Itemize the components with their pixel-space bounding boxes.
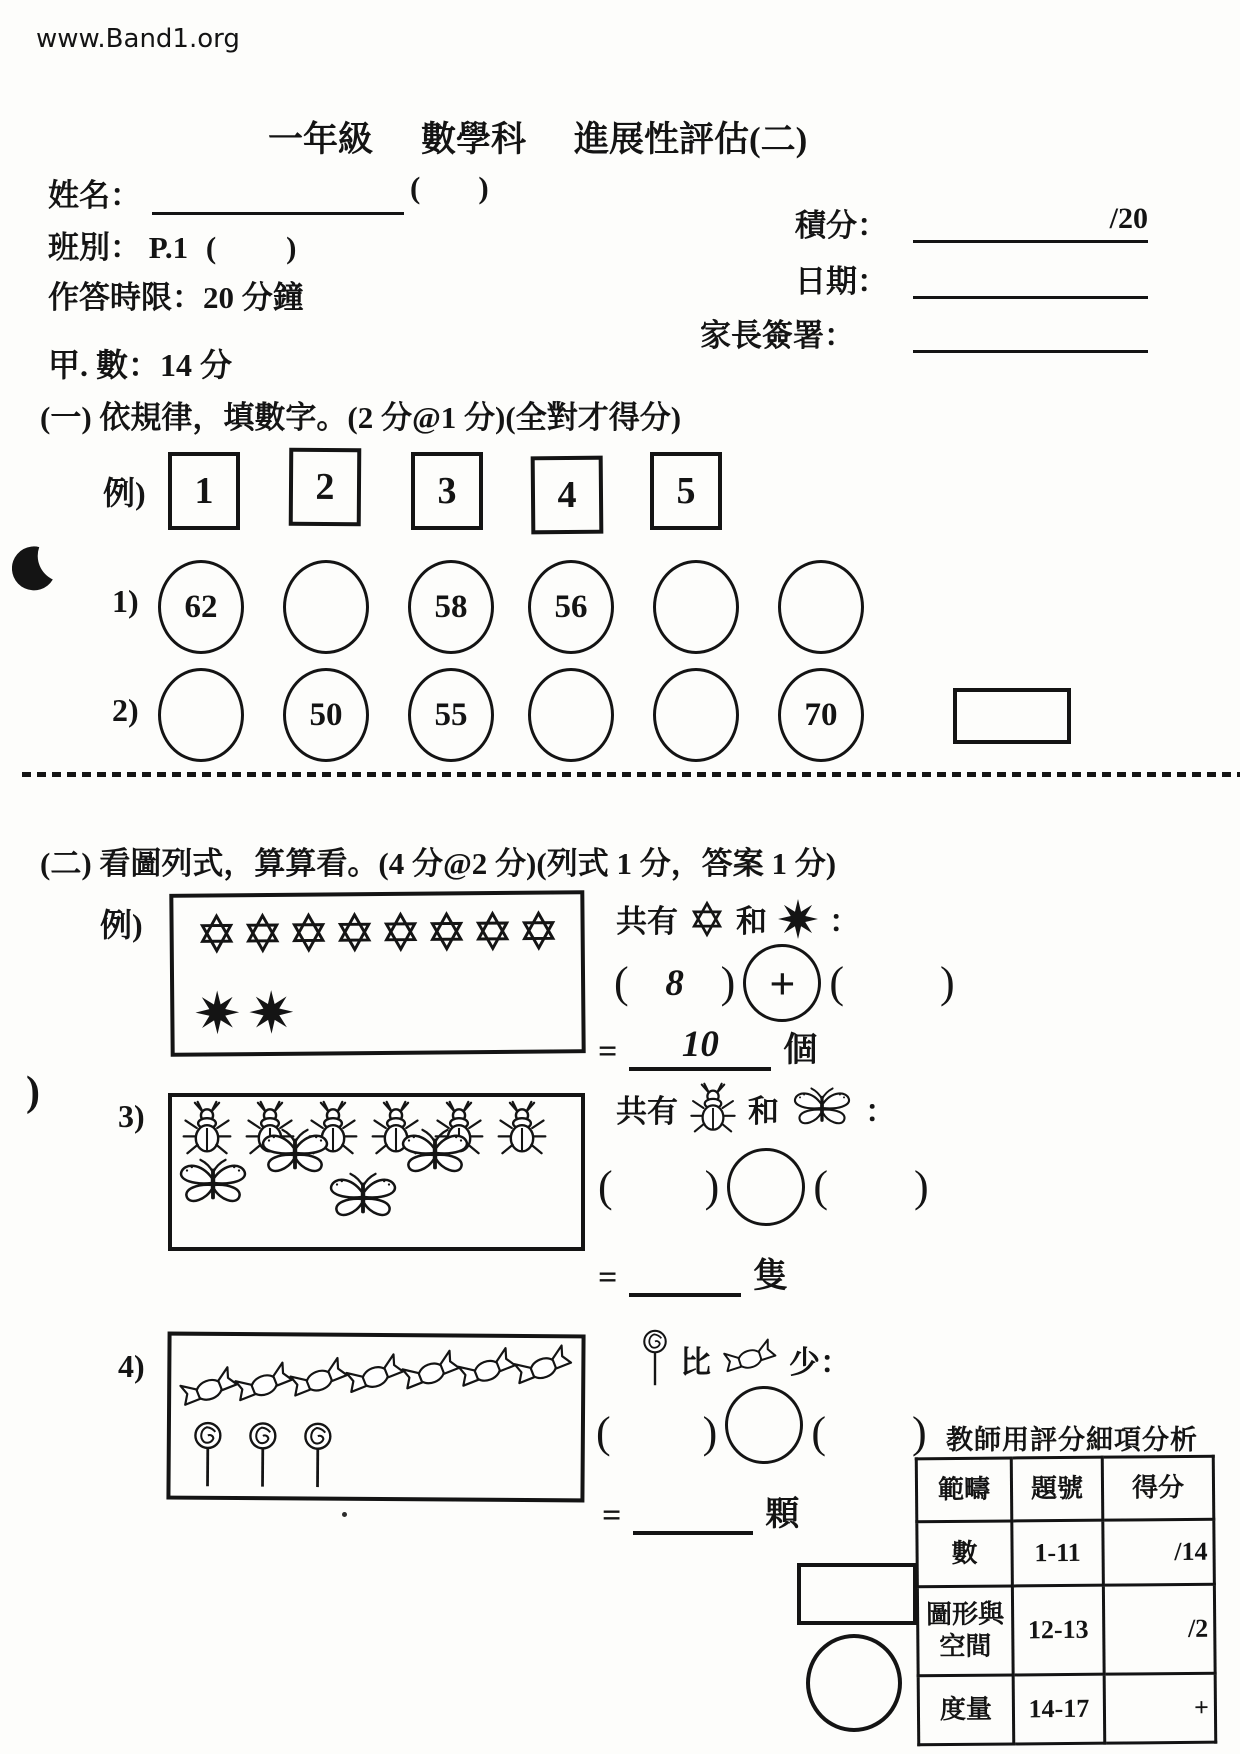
watermark-url: www.Band1.org [36, 24, 240, 54]
unit-label: 個 [783, 1032, 818, 1069]
cell-category: 度量 [918, 1675, 1014, 1745]
hexagram-star-icon [471, 909, 513, 953]
name-label: 姓名： [48, 178, 141, 213]
butterfly-group [172, 1097, 581, 1247]
cell-questions: 1-11 [1012, 1520, 1104, 1586]
example-answer-line [598, 1022, 817, 1071]
parent-signature-label: 家長簽署： [700, 318, 855, 353]
butterfly-icon [789, 1086, 855, 1130]
paren-close: ) [913, 1162, 929, 1211]
date-label: 日期： [795, 264, 888, 299]
part2-example-label: 例) [100, 907, 143, 943]
lollipop-icon [640, 1328, 670, 1390]
paren-open: ( [598, 1162, 613, 1211]
score-total: /20 [1109, 202, 1148, 235]
q3-answer-line [598, 1248, 787, 1297]
equals-sign: = [602, 1497, 622, 1534]
burst-star-icon [194, 989, 240, 1035]
cell-questions: 12-13 [1012, 1585, 1104, 1675]
unit-label: 顆 [765, 1496, 800, 1533]
burst-star-icon [777, 898, 819, 940]
section-a-heading: 甲. 數：14 分 [48, 347, 233, 383]
q4-label: 4) [118, 1348, 145, 1384]
equals-sign: = [598, 1259, 618, 1296]
equals-sign: = [598, 1033, 618, 1070]
cell-questions: 14-17 [1013, 1674, 1105, 1744]
paren-open: ( [410, 170, 421, 205]
sequence-circle [283, 560, 369, 654]
word-than: 比 [680, 1344, 711, 1380]
colon: ： [865, 1093, 896, 1129]
hexagram-star-icon [517, 908, 559, 952]
q4-picture-box [166, 1332, 585, 1503]
sequence-circle: 56 [528, 560, 614, 654]
paren-open: ( [596, 1408, 611, 1457]
paren-open: ( [813, 1162, 828, 1211]
operand1-value: 8 [665, 962, 684, 1004]
table-row [917, 1519, 1215, 1587]
page-title [268, 112, 807, 162]
lollipop-row [190, 1420, 334, 1493]
operator-circle [725, 1386, 803, 1464]
sequence-circle [778, 560, 864, 654]
name-class-number-parens [410, 170, 489, 206]
hexagram-star-icon [688, 899, 726, 939]
paren-open: ( [829, 958, 844, 1007]
scan-crescent-artifact [12, 545, 56, 591]
butterfly-icon [174, 1157, 252, 1209]
title-grade: 一年級 [268, 120, 374, 159]
q4-answer-line [602, 1486, 799, 1535]
burst-row [194, 989, 294, 1036]
word-and: 和 [736, 904, 767, 939]
header-question-numbers: 題號 [1011, 1457, 1103, 1521]
name-field-line [152, 172, 404, 215]
sequence-circle [528, 668, 614, 762]
grading-table-title: 教師用評分細項分析 [946, 1418, 1198, 1462]
q4-prompt [640, 1328, 851, 1390]
paren-close: ) [702, 1408, 718, 1457]
scan-paren-artifact: ) [26, 1069, 40, 1115]
cell-score: + [1104, 1673, 1216, 1743]
example-number-box: 4 [531, 456, 604, 535]
class-label: 班別： [48, 230, 141, 265]
title-subject: 數學科 [421, 120, 527, 159]
word-less: 少： [789, 1344, 851, 1380]
example-number-box: 3 [411, 452, 483, 530]
example-number-box: 1 [168, 452, 240, 530]
paren-close: ) [720, 958, 736, 1007]
sequence-circle: 50 [283, 668, 369, 762]
row1-label: 1) [112, 583, 139, 619]
class-value: P.1 [148, 230, 189, 265]
burst-star-icon [248, 989, 294, 1035]
word-total: 共有 [616, 904, 678, 939]
candy-icon [716, 1331, 784, 1387]
class-row [48, 222, 297, 267]
sequence-circle [158, 668, 244, 762]
hexagram-star-icon [425, 909, 467, 953]
butterfly-icon [256, 1127, 334, 1179]
parent-signature-line [913, 308, 1148, 353]
example-number-box: 5 [650, 452, 722, 530]
lollipop-icon [245, 1420, 280, 1492]
table-row [917, 1584, 1215, 1676]
cell-score: /2 [1103, 1584, 1215, 1674]
sequence-circle: 58 [408, 560, 494, 654]
q3-prompt [616, 1082, 896, 1134]
butterfly-icon [396, 1127, 474, 1179]
sequence-circle [653, 668, 739, 762]
sequence-circle: 55 [408, 668, 494, 762]
star-row [195, 908, 559, 955]
hexagram-star-icon [333, 910, 375, 954]
sequence-circle: 62 [158, 560, 244, 654]
paren-close: ) [286, 230, 297, 265]
paren-close: ) [939, 958, 955, 1007]
unit-label: 隻 [753, 1258, 788, 1295]
class-parens [206, 230, 297, 266]
beetle-icon [688, 1082, 738, 1134]
paren-close: ) [911, 1408, 927, 1457]
word-total: 共有 [616, 1093, 678, 1129]
sequence-circle: 70 [778, 668, 864, 762]
title-assessment: 進展性評估(二) [574, 120, 808, 159]
operator-value: + [769, 957, 796, 1009]
butterfly-icon [324, 1171, 402, 1223]
table-row [918, 1673, 1216, 1745]
q3-picture-box [168, 1093, 585, 1251]
section-divider-dashed-line [22, 772, 1240, 777]
cell-category: 圖形與空間 [917, 1586, 1013, 1676]
answer-blank: 10 [629, 1024, 771, 1071]
operator-circle [743, 944, 821, 1022]
hexagram-star-icon [379, 910, 421, 954]
lollipop-icon [300, 1420, 335, 1492]
answer-circle [806, 1634, 902, 1732]
date-field-line [913, 254, 1148, 299]
time-limit-label: 作答時限：20 分鐘 [48, 280, 304, 315]
paren-close: ) [478, 170, 489, 205]
q3-equation [598, 1148, 929, 1226]
cell-score: /14 [1103, 1519, 1215, 1585]
scan-dot-artifact [342, 1512, 347, 1517]
candy-icon [505, 1336, 581, 1400]
score-field-line [913, 198, 1148, 243]
score-label: 積分： [795, 208, 888, 243]
q4-equation [596, 1394, 927, 1472]
part1-instruction: (一) 依規律，填數字。(2 分@1 分)(全對才得分) [40, 400, 682, 435]
paren-open: ( [205, 230, 217, 265]
hexagram-star-icon [195, 911, 237, 955]
answer-blank [633, 1531, 753, 1535]
answer-rectangle [953, 688, 1071, 744]
word-and: 和 [748, 1093, 779, 1129]
hexagram-star-icon [287, 910, 329, 954]
answer-blank [629, 1293, 741, 1297]
paren-close: ) [704, 1162, 720, 1211]
paren-open: ( [811, 1408, 826, 1457]
hexagram-star-icon [241, 911, 283, 955]
paren-open: ( [614, 958, 629, 1007]
grading-table [915, 1455, 1218, 1747]
example-number-box: 2 [289, 448, 362, 527]
answer-rectangle [797, 1563, 917, 1625]
grading-table-header-row [916, 1456, 1214, 1522]
part1-example-label: 例) [103, 475, 146, 511]
example-prompt [616, 896, 860, 941]
lollipop-icon [190, 1420, 225, 1492]
sequence-circle [653, 560, 739, 654]
example-picture-box [169, 890, 585, 1057]
header-category: 範疇 [916, 1458, 1012, 1522]
example-equation [614, 944, 955, 1022]
q3-label: 3) [118, 1098, 145, 1134]
header-score: 得分 [1102, 1456, 1214, 1520]
operator-circle [727, 1148, 805, 1226]
colon: ： [829, 904, 860, 939]
cell-category: 數 [917, 1521, 1013, 1587]
row2-label: 2) [112, 692, 139, 728]
part2-instruction: (二) 看圖列式，算算看。(4 分@2 分)(列式 1 分，答案 1 分) [40, 846, 837, 881]
